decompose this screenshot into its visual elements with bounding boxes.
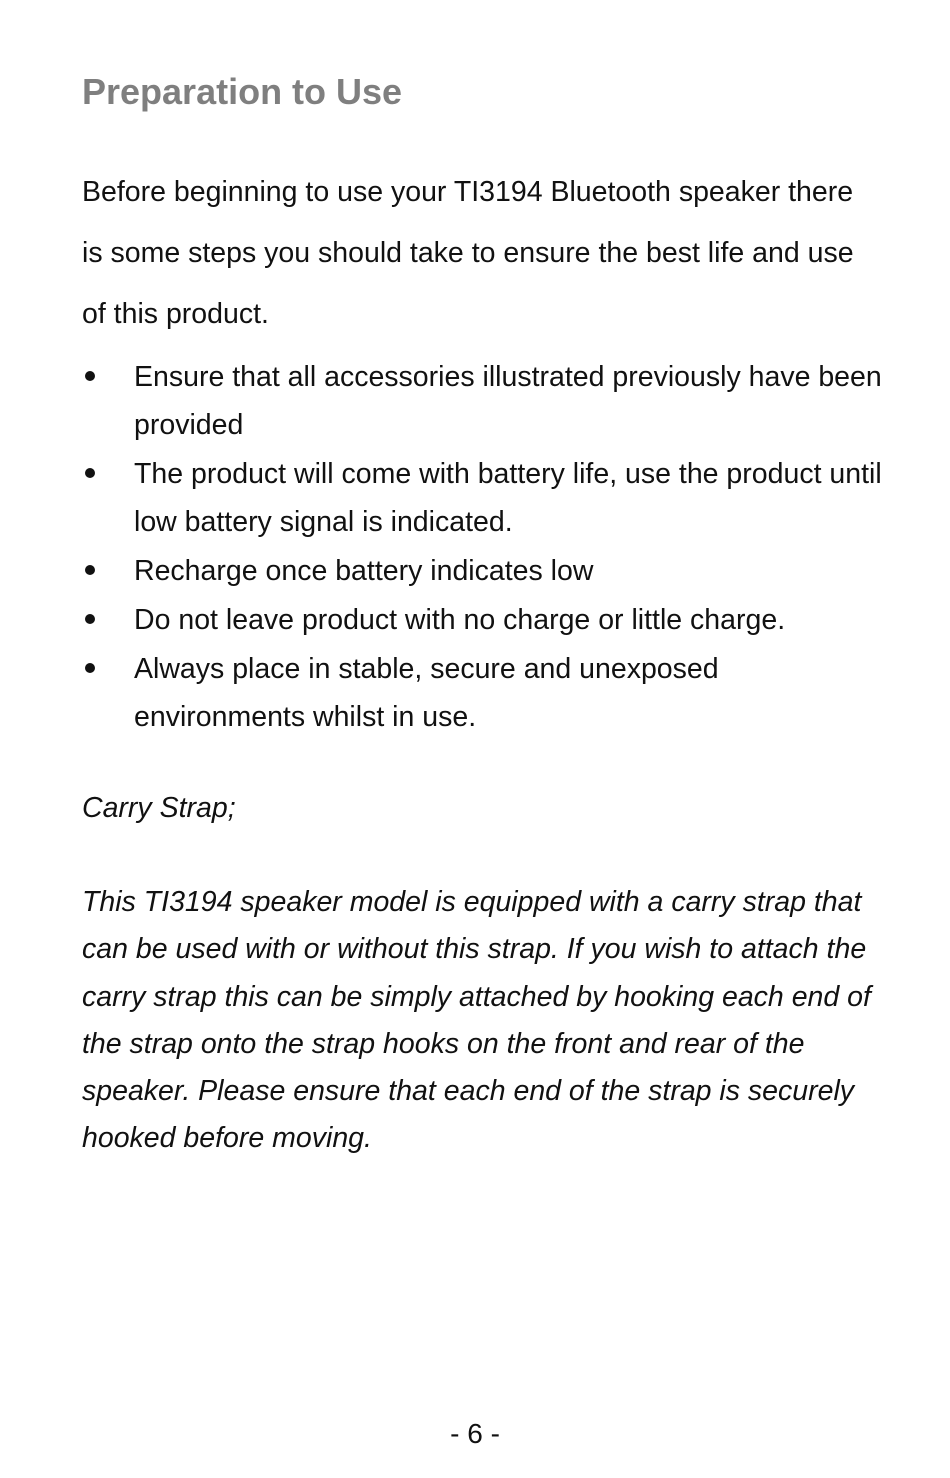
page-title: Preparation to Use: [82, 71, 403, 112]
list-item: [82, 596, 882, 644]
bullet-icon: [85, 565, 95, 575]
page-number: - 6 -: [450, 1418, 500, 1449]
bullet-icon: [85, 663, 95, 673]
list-item: [82, 353, 882, 449]
list-item-text: Ensure that all accessories illustrated previously have been provided: [134, 361, 882, 441]
preparation-list: [82, 353, 882, 742]
carry-strap-paragraph: This TI3194 speaker model is equipped with a carry strap that can be used with or without this strap. If you wish to attach the carry strap this can be simply attached by hooking each end of the strap onto the strap hooks on the front and rear of the speaker. Please ensure that each end of the strap is securely hooked before moving.: [82, 886, 871, 1155]
bullet-icon: [85, 371, 95, 381]
list-item-text: Recharge once battery indicates low: [134, 555, 594, 587]
list-item: [82, 450, 882, 546]
list-item-text: The product will come with battery life, use the product until low battery signal is indicated.: [134, 458, 882, 538]
intro-paragraph: Before beginning to use your TI3194 Bluetooth speaker there is some steps you should take to ensure the best life and use of this product.: [82, 176, 854, 330]
bullet-icon: [85, 614, 95, 624]
bullet-icon: [85, 468, 95, 478]
list-item-text: Do not leave product with no charge or little charge.: [134, 604, 786, 636]
list-item: [82, 645, 882, 741]
list-item-text: Always place in stable, secure and unexposed environments whilst in use.: [134, 653, 719, 733]
list-item: [82, 547, 882, 595]
carry-strap-heading: Carry Strap;: [82, 792, 236, 824]
